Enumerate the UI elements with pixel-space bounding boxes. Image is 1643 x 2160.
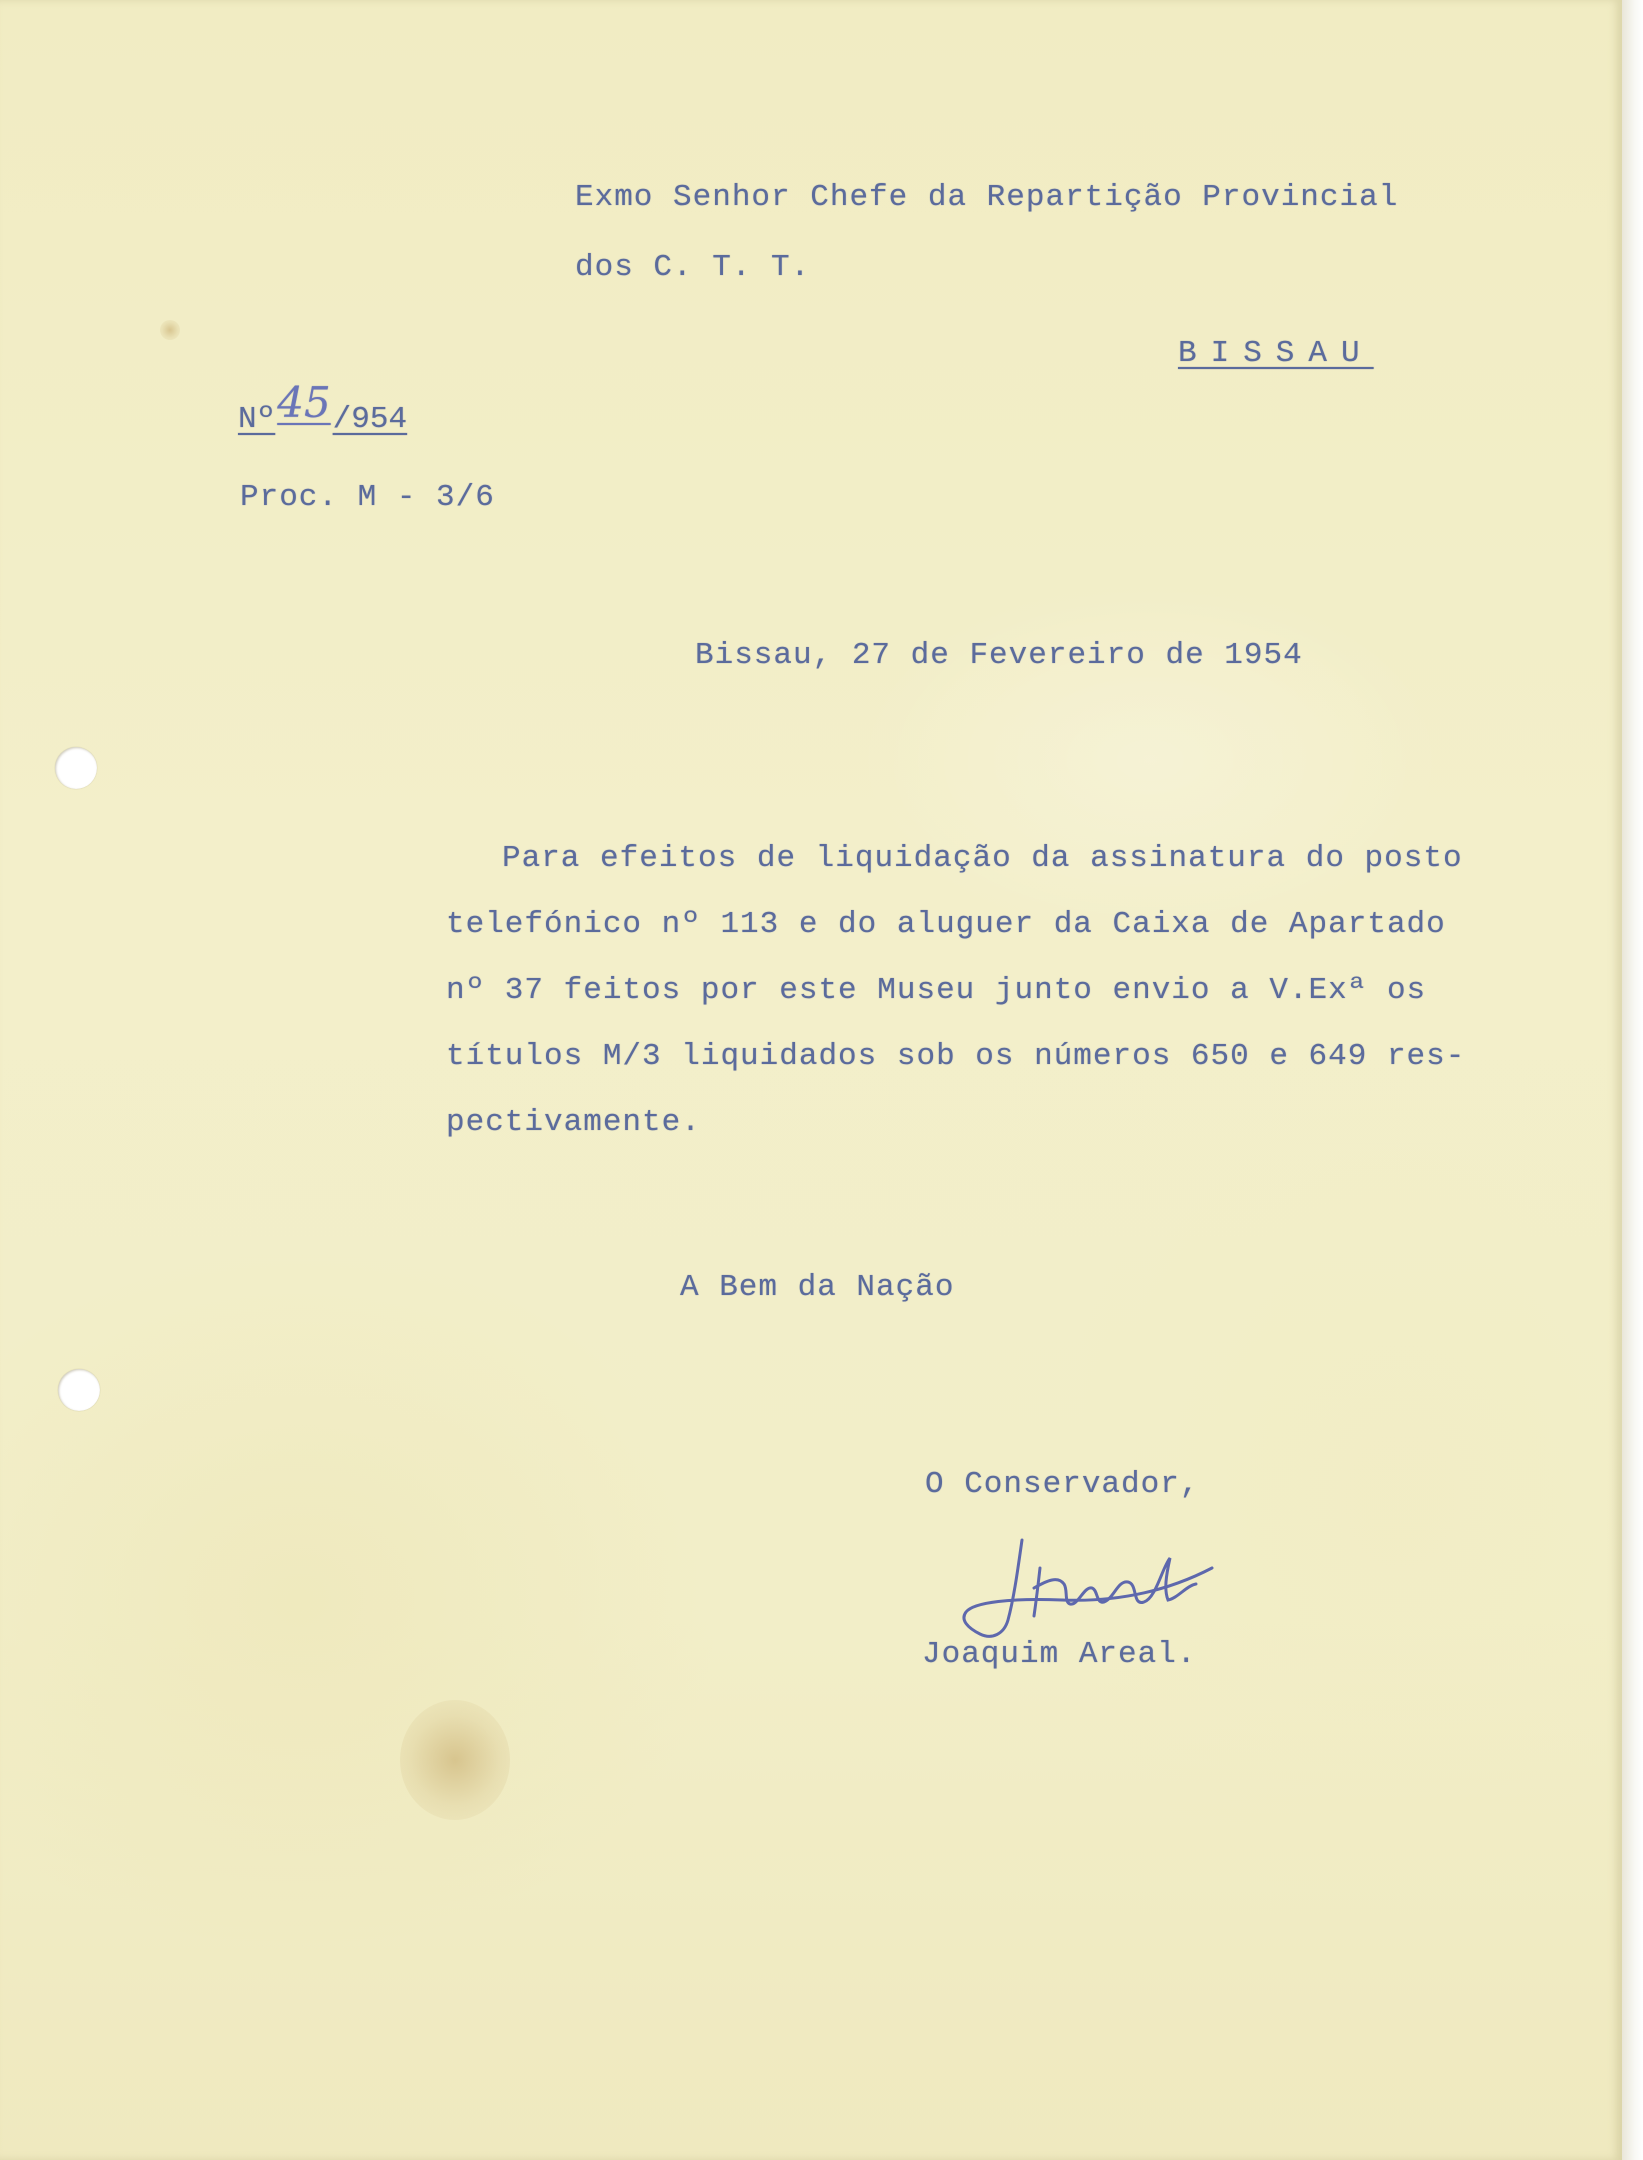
- closing-formula: A Bem da Nação: [680, 1270, 955, 1305]
- addressee-line-2: dos C. T. T.: [575, 250, 811, 285]
- addressee-line-1: Exmo Senhor Chefe da Repartição Provincial: [575, 180, 1399, 215]
- body-line: pectivamente.: [446, 1105, 701, 1140]
- signatory-name: Joaquim Areal.: [922, 1637, 1197, 1672]
- paper-stain: [400, 1700, 510, 1820]
- reference-suffix: /954: [332, 402, 408, 437]
- body-line: Para efeitos de liquidação da assinatura do posto: [502, 841, 1463, 876]
- paper-edge: [1622, 0, 1643, 2160]
- body-line: títulos M/3 liquidados sob os números 650 e 649 res-: [446, 1039, 1466, 1074]
- letter-body: [446, 826, 1506, 1156]
- dateline: Bissau, 27 de Fevereiro de 1954: [695, 638, 1303, 673]
- punch-hole: [58, 1369, 100, 1411]
- signature-stroke: [1034, 1558, 1196, 1616]
- paper-stain: [160, 320, 180, 340]
- city-heading: BISSAU: [1178, 336, 1374, 371]
- body-line: telefónico nº 113 e do aluguer da Caixa de Apartado: [446, 907, 1446, 942]
- process-reference: Proc. M - 3/6: [240, 480, 495, 515]
- punch-hole: [55, 747, 97, 789]
- reference-number: [238, 378, 408, 437]
- reference-handwritten-number: 45: [277, 378, 331, 427]
- body-line: nº 37 feitos por este Museu junto envio a V.Exª os: [446, 973, 1427, 1008]
- signatory-title: O Conservador,: [925, 1467, 1200, 1502]
- reference-prefix: Nº: [238, 402, 276, 437]
